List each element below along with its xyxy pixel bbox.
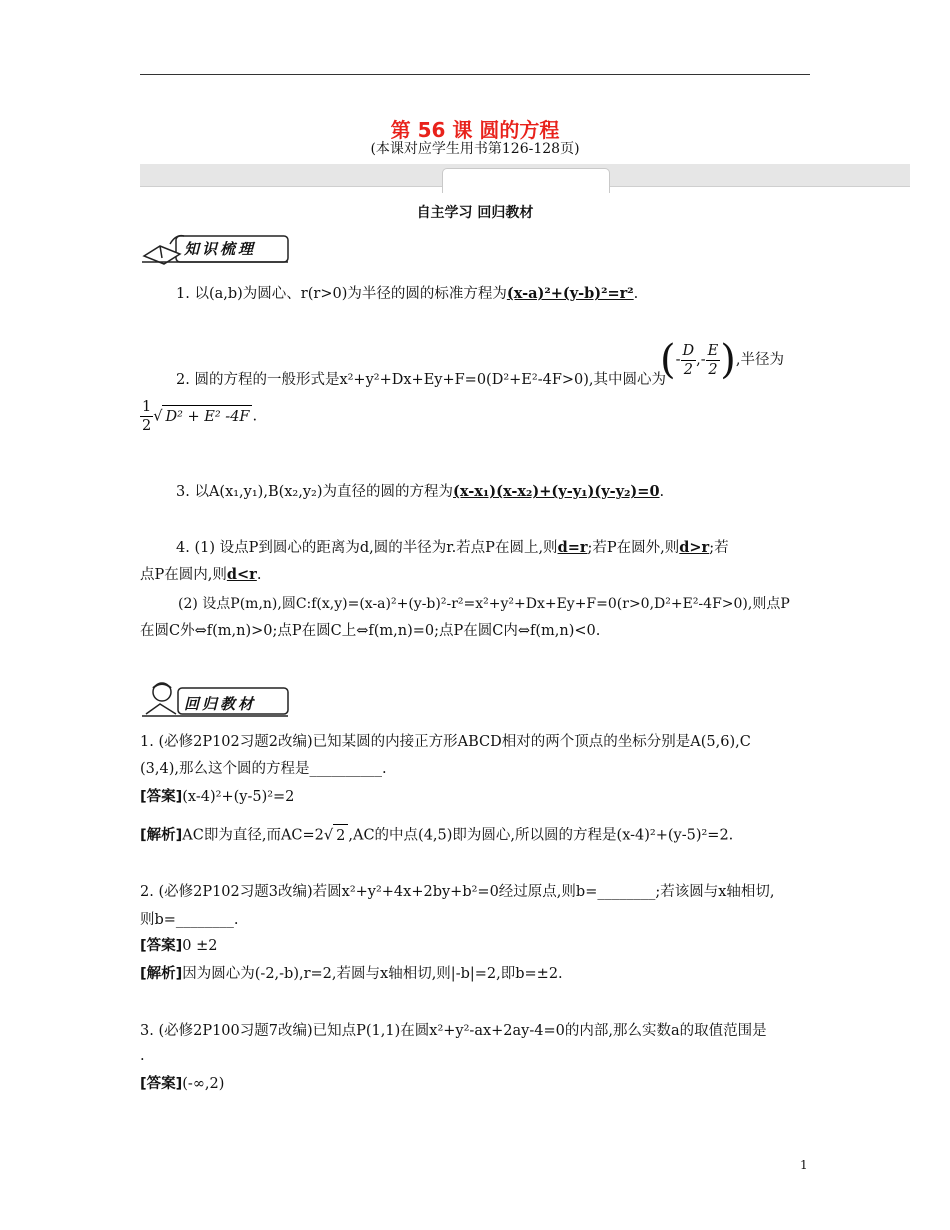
exercise-3-line-1: 3. (必修2P100习题7改编)已知点P(1,1)在圆x²+y²-ax+2ay-4=0的内部,那么实数a的取值范围是 <box>140 1023 767 1039</box>
radius-formula: $\frac{1}{2}$ √ D² + E² -4F . <box>142 399 258 434</box>
answer-underline: (x-a)²+(y-b)²=r² <box>506 285 634 302</box>
knowledge-item-4-line-2: 点P在圆内,则d<r. <box>140 566 262 583</box>
knowledge-item-4-line-3: (2) 设点P(m,n),圆C:f(x,y)=(x-a)²+(y-b)²-r²=x²+y²+Dx+Ey+F=0(r>0,D²+E²-4F>0),则点P <box>178 596 790 612</box>
knowledge-badge <box>140 232 290 262</box>
header-rule <box>140 74 810 75</box>
exercise-3-answer: [答案](-∞,2) <box>140 1076 225 1092</box>
exercise-1-line-1: 1. (必修2P102习题2改编)已知某圆的内接正方形ABCD相对的两个顶点的坐标分别是A(5,6),C <box>140 734 751 750</box>
exercise-3-line-2: . <box>140 1048 145 1064</box>
page-number: 1 <box>800 1158 808 1172</box>
knowledge-badge-label: 知识梳理 <box>184 240 257 258</box>
section-heading: 自主学习 回归教材 <box>416 205 534 221</box>
textbook-badge <box>140 680 290 713</box>
exercise-1-line-2: (3,4),那么这个圆的方程是__________. <box>140 761 387 777</box>
knowledge-item-3: 3. 以A(x₁,y₁),B(x₂,y₂)为直径的圆的方程为(x-x₁)(x-x₂)+(y-y₁)(y-y₂)=0. <box>176 483 665 500</box>
section-band-tab <box>442 168 610 193</box>
exercise-2-line-2: 则b=________. <box>140 912 239 928</box>
lesson-subtitle: (本课对应学生用书第126-128页) <box>370 141 580 157</box>
exercise-1-analysis: [解析]AC即为直径,而AC=2√ 2 ,AC的中点(4,5)即为圆心,所以圆的方程是(x-4)²+(y-5)²=2. <box>140 824 820 847</box>
exercise-1-answer: [答案](x-4)²+(y-5)²=2 <box>140 789 295 805</box>
answer-underline: (x-x₁)(x-x₂)+(y-y₁)(y-y₂)=0 <box>453 483 660 500</box>
knowledge-item-2: 2. 圆的方程的一般形式是x²+y²+Dx+Ey+F=0(D²+E²-4F>0),其中圆心为 <box>176 372 667 388</box>
knowledge-item-1: 1. 以(a,b)为圆心、r(r>0)为半径的圆的标准方程为(x-a)²+(y-b)²=r². <box>176 285 639 302</box>
lesson-title: 第 56 课 圆的方程 <box>390 118 560 142</box>
knowledge-item-4-line-1: 4. (1) 设点P到圆心的距离为d,圆的半径为r.若点P在圆上,则d=r;若P在圆外,则d>r;若 <box>176 539 729 556</box>
circle-center-formula: (- $\frac{D}{2}$ ,- $\frac{E}{2}$ ),半径为 <box>660 337 784 383</box>
knowledge-item-4-line-4: 在圆C外⇔f(m,n)>0;点P在圆C上⇔f(m,n)=0;点P在圆C内⇔f(m,n)<0. <box>140 623 601 639</box>
exercise-2-analysis: [解析]因为圆心为(-2,-b),r=2,若圆与x轴相切,则|-b|=2,即b=±2. <box>140 966 563 982</box>
exercise-2-line-1: 2. (必修2P102习题3改编)若圆x²+y²+4x+2by+b²=0经过原点,则b=________;若该圆与x轴相切, <box>140 884 775 900</box>
exercise-2-answer: [答案]0 ±2 <box>140 938 218 954</box>
textbook-badge-label: 回归教材 <box>184 695 257 713</box>
